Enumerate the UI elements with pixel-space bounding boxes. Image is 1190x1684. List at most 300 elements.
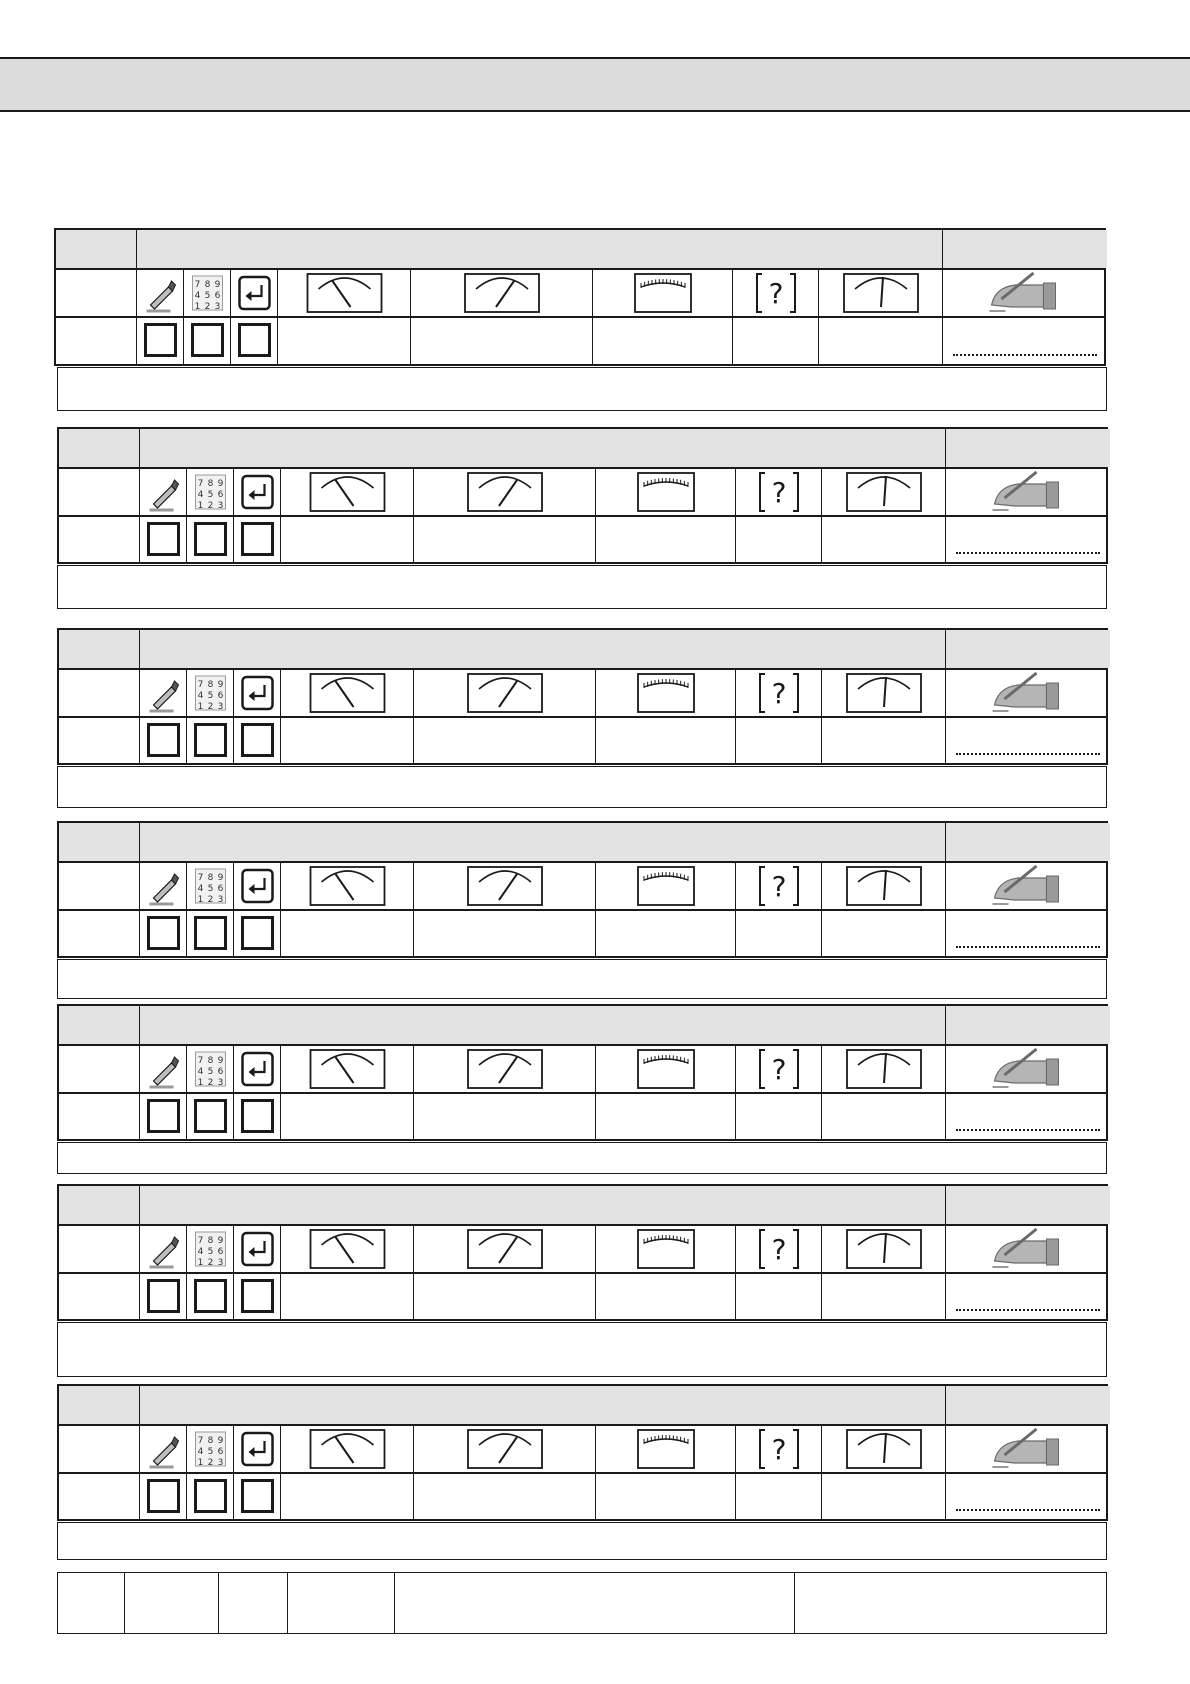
number-grid-icon <box>187 670 234 716</box>
svg-text:4: 4 <box>194 291 201 301</box>
svg-text:3: 3 <box>214 302 221 312</box>
entry-cell[interactable] <box>413 1274 595 1319</box>
signing-hand-icon <box>946 1046 1111 1092</box>
entry-cell[interactable] <box>186 1094 233 1139</box>
svg-text:9: 9 <box>214 280 221 290</box>
svg-text:?: ? <box>771 870 787 903</box>
check-box[interactable] <box>147 916 180 950</box>
icon-cell <box>945 670 1110 716</box>
svg-text:7: 7 <box>197 1236 204 1246</box>
entry-cell[interactable] <box>595 1094 735 1139</box>
svg-text:7: 7 <box>197 680 204 690</box>
header-cell-number <box>59 1386 139 1424</box>
table-entry-row <box>59 1474 1106 1519</box>
check-box[interactable] <box>241 1279 274 1313</box>
svg-text:4: 4 <box>197 1447 204 1457</box>
footer-divider <box>287 1573 288 1633</box>
svg-text:2: 2 <box>207 1078 214 1088</box>
inspection-table <box>57 1384 1108 1521</box>
gauge-mid-icon <box>822 1426 946 1472</box>
icon-cell <box>735 670 821 716</box>
entry-cell[interactable] <box>732 318 818 364</box>
table-header-row <box>59 1006 1106 1046</box>
signature-line[interactable] <box>956 946 1100 948</box>
svg-text:3: 3 <box>217 501 224 511</box>
entry-cell[interactable] <box>186 718 233 763</box>
gauge-mid-icon <box>822 670 946 716</box>
entry-cell[interactable] <box>186 1274 233 1319</box>
signing-hand-icon <box>946 670 1111 716</box>
icon-cell <box>595 469 735 515</box>
row-label-cell <box>59 469 139 515</box>
svg-text:7: 7 <box>197 1056 204 1066</box>
svg-text:5: 5 <box>207 490 214 500</box>
svg-text:6: 6 <box>217 1447 224 1457</box>
icon-cell <box>139 863 186 909</box>
gauge-low-icon <box>281 863 414 909</box>
icon-cell <box>136 270 183 316</box>
header-cell-number <box>59 1186 139 1224</box>
header-cell-signature <box>945 823 1110 861</box>
inspection-table <box>57 1004 1108 1141</box>
pencil-icon <box>140 1226 187 1272</box>
signing-hand-icon <box>946 469 1111 515</box>
enter-key-icon <box>234 670 281 716</box>
svg-text:8: 8 <box>207 680 214 690</box>
icon-cell <box>413 1226 595 1272</box>
entry-cell[interactable] <box>186 517 233 562</box>
icon-cell <box>139 670 186 716</box>
entry-cell[interactable] <box>735 1274 821 1319</box>
svg-text:8: 8 <box>207 873 214 883</box>
header-cell-number <box>59 630 139 668</box>
entry-cell[interactable] <box>735 718 821 763</box>
check-box[interactable] <box>194 723 227 757</box>
svg-text:2: 2 <box>207 1258 214 1268</box>
icon-cell <box>280 670 413 716</box>
icon-cell <box>821 863 945 909</box>
svg-text:9: 9 <box>217 1436 224 1446</box>
icon-cell <box>233 1226 280 1272</box>
entry-cell[interactable] <box>413 911 595 956</box>
icon-cell <box>413 670 595 716</box>
entry-cell[interactable] <box>280 911 413 956</box>
entry-cell[interactable] <box>821 1094 945 1139</box>
icon-cell <box>735 469 821 515</box>
icon-cell <box>595 670 735 716</box>
signing-hand-icon <box>946 863 1111 909</box>
entry-cell[interactable] <box>945 517 1110 562</box>
icon-cell <box>186 1046 233 1092</box>
entry-cell[interactable] <box>280 1274 413 1319</box>
icon-cell <box>821 1046 945 1092</box>
header-cell-description <box>139 1006 945 1044</box>
svg-text:7: 7 <box>194 280 201 290</box>
entry-cell[interactable] <box>280 1094 413 1139</box>
footer-signature-table <box>57 1572 1107 1634</box>
svg-text:6: 6 <box>217 1067 224 1077</box>
svg-text:5: 5 <box>207 691 214 701</box>
svg-text:4: 4 <box>197 1247 204 1257</box>
table-icon-row <box>59 863 1106 911</box>
entry-cell[interactable] <box>821 718 945 763</box>
icon-cell <box>233 863 280 909</box>
icon-cell <box>139 1046 186 1092</box>
footer-divider <box>394 1573 395 1633</box>
scale-ruler-icon <box>596 1046 736 1092</box>
check-box[interactable] <box>241 1099 274 1133</box>
gauge-high-icon <box>414 1226 596 1272</box>
entry-cell[interactable] <box>233 1094 280 1139</box>
notes-box[interactable] <box>57 1522 1107 1560</box>
inspection-table <box>57 628 1108 765</box>
icon-cell <box>413 1426 595 1472</box>
entry-cell[interactable] <box>233 718 280 763</box>
notes-box[interactable] <box>57 367 1107 411</box>
icon-cell <box>595 1426 735 1472</box>
entry-cell[interactable] <box>821 1474 945 1519</box>
check-box[interactable] <box>241 1479 274 1513</box>
gauge-mid-icon <box>822 1226 946 1272</box>
gauge-low-icon <box>281 1226 414 1272</box>
notes-box[interactable] <box>57 565 1107 609</box>
check-box[interactable] <box>238 323 271 357</box>
svg-text:3: 3 <box>217 1458 224 1468</box>
svg-text:2: 2 <box>207 702 214 712</box>
entry-cell[interactable] <box>139 911 186 956</box>
icon-cell <box>230 270 277 316</box>
entry-cell[interactable] <box>595 911 735 956</box>
check-box[interactable] <box>144 323 177 357</box>
signing-hand-icon <box>946 1226 1111 1272</box>
icon-cell <box>735 1046 821 1092</box>
table-entry-row <box>59 1274 1106 1319</box>
row-label-cell <box>59 1274 139 1319</box>
entry-cell[interactable] <box>821 911 945 956</box>
table-header-row <box>59 1386 1106 1426</box>
check-box[interactable] <box>147 723 180 757</box>
enter-key-icon <box>234 1226 281 1272</box>
table-entry-row <box>56 318 1104 364</box>
pencil-icon <box>140 863 187 909</box>
svg-text:2: 2 <box>207 895 214 905</box>
gauge-high-icon <box>414 863 596 909</box>
number-grid-icon <box>184 270 231 316</box>
number-grid-icon <box>187 1046 234 1092</box>
svg-text:?: ? <box>771 1233 787 1266</box>
pencil-icon <box>140 1046 187 1092</box>
icon-cell <box>186 670 233 716</box>
check-box[interactable] <box>194 916 227 950</box>
gauge-mid-icon <box>822 469 946 515</box>
icon-cell <box>821 670 945 716</box>
enter-key-icon <box>234 1426 281 1472</box>
icon-cell <box>280 1046 413 1092</box>
entry-cell[interactable] <box>821 517 945 562</box>
entry-cell[interactable] <box>413 1474 595 1519</box>
icon-cell <box>595 863 735 909</box>
entry-cell[interactable] <box>183 318 230 364</box>
header-cell-description <box>139 1186 945 1224</box>
signature-line[interactable] <box>956 753 1100 755</box>
table-header-row <box>59 429 1106 469</box>
number-grid-icon <box>187 863 234 909</box>
entry-cell[interactable] <box>735 1474 821 1519</box>
entry-cell[interactable] <box>186 911 233 956</box>
icon-cell <box>410 270 592 316</box>
gauge-low-icon <box>281 1426 414 1472</box>
table-header-row <box>59 1186 1106 1226</box>
gauge-high-icon <box>414 1426 596 1472</box>
table-entry-row <box>59 517 1106 562</box>
enter-key-icon <box>231 270 278 316</box>
icon-cell <box>595 1226 735 1272</box>
check-box[interactable] <box>147 1279 180 1313</box>
check-box[interactable] <box>194 1479 227 1513</box>
entry-cell[interactable] <box>413 517 595 562</box>
pencil-icon <box>140 670 187 716</box>
enter-key-icon <box>234 469 281 515</box>
icon-cell <box>280 1426 413 1472</box>
svg-text:7: 7 <box>197 873 204 883</box>
entry-cell[interactable] <box>413 1094 595 1139</box>
entry-cell[interactable] <box>280 517 413 562</box>
entry-cell[interactable] <box>945 1094 1110 1139</box>
svg-text:4: 4 <box>197 691 204 701</box>
entry-cell[interactable] <box>595 1274 735 1319</box>
icon-cell <box>818 270 942 316</box>
entry-cell[interactable] <box>280 718 413 763</box>
entry-cell[interactable] <box>945 1274 1110 1319</box>
icon-cell <box>233 469 280 515</box>
svg-text:?: ? <box>771 677 787 710</box>
signature-line[interactable] <box>956 1509 1100 1511</box>
inspection-table <box>57 821 1108 958</box>
entry-cell[interactable] <box>413 718 595 763</box>
help-bracket-icon <box>736 670 822 716</box>
svg-text:1: 1 <box>197 1458 204 1468</box>
svg-text:5: 5 <box>207 1447 214 1457</box>
signature-line[interactable] <box>956 1129 1100 1131</box>
svg-text:2: 2 <box>207 501 214 511</box>
table-icon-row <box>56 270 1104 318</box>
table-icon-row <box>59 1046 1106 1094</box>
svg-text:6: 6 <box>217 1247 224 1257</box>
footer-divider <box>124 1573 125 1633</box>
header-cell-signature <box>945 1186 1110 1224</box>
icon-cell <box>139 1226 186 1272</box>
notes-box[interactable] <box>57 766 1107 808</box>
number-grid-icon <box>187 1226 234 1272</box>
svg-text:?: ? <box>771 476 787 509</box>
entry-cell[interactable] <box>139 1474 186 1519</box>
inspection-table <box>57 427 1108 564</box>
check-box[interactable] <box>241 916 274 950</box>
scale-ruler-icon <box>596 1226 736 1272</box>
signature-line[interactable] <box>956 1309 1100 1311</box>
entry-cell[interactable] <box>233 1274 280 1319</box>
svg-text:3: 3 <box>217 895 224 905</box>
entry-cell[interactable] <box>136 318 183 364</box>
check-box[interactable] <box>194 1279 227 1313</box>
gauge-mid-icon <box>819 270 943 316</box>
signature-line[interactable] <box>953 354 1097 356</box>
svg-text:5: 5 <box>204 291 211 301</box>
table-header-row <box>56 230 1104 270</box>
enter-key-icon <box>234 1046 281 1092</box>
gauge-low-icon <box>281 670 414 716</box>
check-box[interactable] <box>147 1099 180 1133</box>
header-cell-signature <box>945 1386 1110 1424</box>
header-cell-number <box>59 1006 139 1044</box>
row-label-cell <box>59 718 139 763</box>
entry-cell[interactable] <box>277 318 410 364</box>
icon-cell <box>821 1226 945 1272</box>
icon-cell <box>945 863 1110 909</box>
svg-text:?: ? <box>768 277 784 310</box>
svg-text:5: 5 <box>207 884 214 894</box>
signature-line[interactable] <box>956 552 1100 554</box>
icon-cell <box>821 469 945 515</box>
scale-ruler-icon <box>593 270 733 316</box>
gauge-low-icon <box>281 1046 414 1092</box>
svg-text:1: 1 <box>197 895 204 905</box>
svg-text:8: 8 <box>207 1056 214 1066</box>
entry-cell[interactable] <box>595 517 735 562</box>
header-cell-signature <box>945 429 1110 467</box>
entry-cell[interactable] <box>139 517 186 562</box>
help-bracket-icon <box>736 469 822 515</box>
svg-text:7: 7 <box>197 479 204 489</box>
inspection-table <box>57 1184 1108 1321</box>
icon-cell <box>592 270 732 316</box>
header-cell-description <box>139 823 945 861</box>
icon-cell <box>945 469 1110 515</box>
row-label-cell <box>59 863 139 909</box>
entry-cell[interactable] <box>233 911 280 956</box>
notes-box[interactable] <box>57 1142 1107 1174</box>
scale-ruler-icon <box>596 469 736 515</box>
entry-cell[interactable] <box>186 1474 233 1519</box>
entry-cell[interactable] <box>945 718 1110 763</box>
svg-text:1: 1 <box>197 501 204 511</box>
svg-text:2: 2 <box>204 302 211 312</box>
icon-cell <box>821 1426 945 1472</box>
entry-cell[interactable] <box>818 318 942 364</box>
entry-cell[interactable] <box>945 1474 1110 1519</box>
icon-cell <box>186 1226 233 1272</box>
entry-cell[interactable] <box>821 1274 945 1319</box>
icon-cell <box>942 270 1107 316</box>
icon-cell <box>280 863 413 909</box>
table-entry-row <box>59 1094 1106 1139</box>
svg-text:7: 7 <box>197 1436 204 1446</box>
svg-text:9: 9 <box>217 873 224 883</box>
entry-cell[interactable] <box>735 911 821 956</box>
header-cell-signature <box>945 630 1110 668</box>
svg-text:6: 6 <box>217 490 224 500</box>
table-header-row <box>59 630 1106 670</box>
entry-cell[interactable] <box>233 517 280 562</box>
gauge-low-icon <box>278 270 411 316</box>
table-header-row <box>59 823 1106 863</box>
entry-cell[interactable] <box>592 318 732 364</box>
check-box[interactable] <box>241 522 274 556</box>
header-cell-description <box>139 1386 945 1424</box>
signing-hand-icon <box>943 270 1108 316</box>
table-icon-row <box>59 469 1106 517</box>
svg-text:4: 4 <box>197 1067 204 1077</box>
check-box[interactable] <box>147 522 180 556</box>
svg-text:3: 3 <box>217 1078 224 1088</box>
svg-text:1: 1 <box>197 702 204 712</box>
notes-box[interactable] <box>57 959 1107 999</box>
check-box[interactable] <box>191 323 224 357</box>
icon-cell <box>233 1426 280 1472</box>
gauge-mid-icon <box>822 863 946 909</box>
footer-divider <box>218 1573 219 1633</box>
entry-cell[interactable] <box>230 318 277 364</box>
table-entry-row <box>59 718 1106 763</box>
svg-text:?: ? <box>771 1433 787 1466</box>
pencil-icon <box>137 270 184 316</box>
icon-cell <box>732 270 818 316</box>
entry-cell[interactable] <box>139 1274 186 1319</box>
number-grid-icon <box>187 469 234 515</box>
check-box[interactable] <box>194 522 227 556</box>
entry-cell[interactable] <box>595 718 735 763</box>
icon-cell <box>186 1426 233 1472</box>
inspection-table <box>54 228 1106 366</box>
entry-cell[interactable] <box>735 1094 821 1139</box>
icon-cell <box>945 1426 1110 1472</box>
icon-cell <box>186 469 233 515</box>
header-cell-description <box>139 630 945 668</box>
check-box[interactable] <box>241 723 274 757</box>
svg-text:4: 4 <box>197 490 204 500</box>
entry-cell[interactable] <box>595 1474 735 1519</box>
icon-cell <box>280 469 413 515</box>
entry-cell[interactable] <box>942 318 1107 364</box>
icon-cell <box>183 270 230 316</box>
svg-text:1: 1 <box>197 1258 204 1268</box>
table-entry-row <box>59 911 1106 956</box>
icon-cell <box>413 863 595 909</box>
entry-cell[interactable] <box>139 718 186 763</box>
icon-cell <box>139 1426 186 1472</box>
table-icon-row <box>59 1426 1106 1474</box>
entry-cell[interactable] <box>139 1094 186 1139</box>
row-label-cell <box>59 517 139 562</box>
header-cell-signature <box>942 230 1107 268</box>
icon-cell <box>186 863 233 909</box>
entry-cell[interactable] <box>410 318 592 364</box>
icon-cell <box>233 670 280 716</box>
icon-cell <box>280 1226 413 1272</box>
svg-text:5: 5 <box>207 1067 214 1077</box>
entry-cell[interactable] <box>735 517 821 562</box>
notes-box[interactable] <box>57 1322 1107 1377</box>
svg-text:?: ? <box>771 1053 787 1086</box>
svg-text:9: 9 <box>217 479 224 489</box>
row-label-cell <box>56 318 136 364</box>
row-label-cell <box>56 270 136 316</box>
check-box[interactable] <box>147 1479 180 1513</box>
entry-cell[interactable] <box>945 911 1110 956</box>
entry-cell[interactable] <box>280 1474 413 1519</box>
check-box[interactable] <box>194 1099 227 1133</box>
entry-cell[interactable] <box>233 1474 280 1519</box>
